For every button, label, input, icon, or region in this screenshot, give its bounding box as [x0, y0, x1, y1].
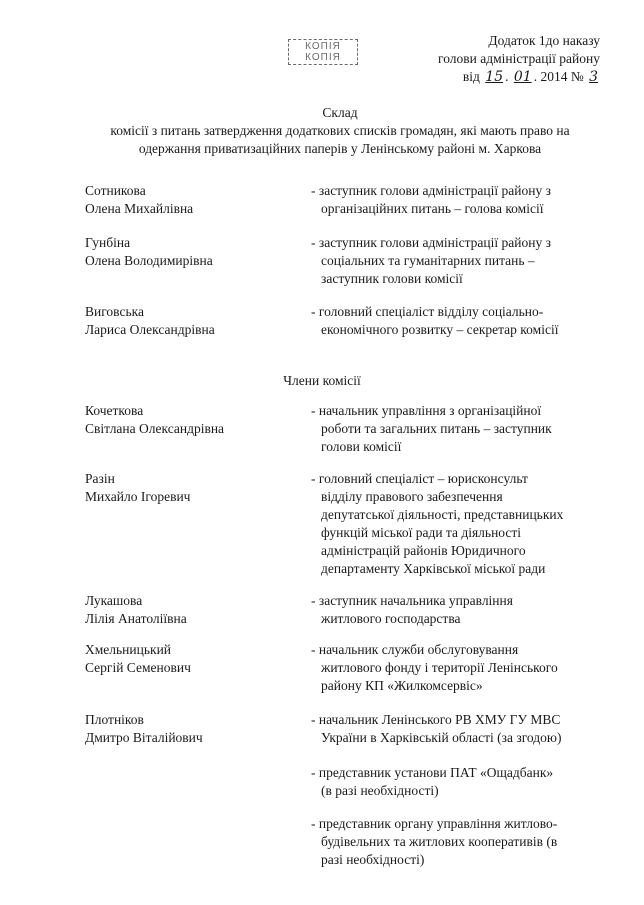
person-role: [311, 470, 611, 578]
role-line: голови комісії: [321, 439, 402, 454]
role-line: - начальник служби обслуговування: [311, 642, 519, 657]
role-line: - начальник Ленінського РВ ХМУ ГУ МВС: [311, 712, 561, 727]
surname: Виговська: [85, 304, 144, 319]
person-name: [85, 711, 305, 747]
role-line: роботи та загальних питань – заступник: [321, 421, 552, 436]
given-name: Дмитро Віталійович: [85, 730, 203, 745]
appendix-line: Додаток 1до наказу: [488, 33, 600, 48]
person-role: [311, 303, 611, 339]
given-name: Сергій Семенович: [85, 660, 191, 675]
title-line: комісії з питань затвердження додаткових списків громадян, які мають право на: [110, 123, 570, 138]
role-line: - головний спеціаліст – юрисконсульт: [311, 471, 528, 486]
role-line: функцій міської ради та діяльності: [321, 525, 522, 540]
role-line: - заступник начальника управління: [311, 593, 513, 608]
document-title: [60, 104, 620, 158]
role-line: адміністрацій районів Юридичного: [321, 543, 526, 558]
given-name: Олена Михайлівна: [85, 201, 194, 216]
appendix-line: голови адміністрації району: [438, 51, 600, 66]
role-line: депутатської діяльності, представницьких: [321, 507, 564, 522]
date-year: . 2014 №: [533, 69, 584, 84]
role-line: будівельних та житлових кооперативів (в: [321, 834, 558, 849]
surname: Лукашова: [85, 593, 143, 608]
role-line: - заступник голови адміністрації району з: [311, 183, 551, 198]
surname: Гунбіна: [85, 235, 131, 250]
title-line: одержання приватизаційних паперів у Ленінському районі м. Харкова: [138, 141, 542, 156]
given-name: Світлана Олександрівна: [85, 421, 225, 436]
role-line: заступник голови комісії: [321, 271, 463, 286]
surname: Кочеткова: [85, 403, 144, 418]
appendix-header: [400, 32, 600, 86]
person-role: [311, 711, 611, 747]
surname: Сотникова: [85, 183, 146, 198]
role-line: відділу правового забезпечення: [321, 489, 503, 504]
person-role: [311, 592, 611, 628]
person-role: [311, 815, 611, 869]
role-line: України в Харківській області (за згодою): [321, 730, 562, 745]
person-name: [85, 470, 305, 506]
date-month: 01: [513, 69, 532, 85]
appendix-date-line: від 15 . 01 . 2014 № 3: [462, 69, 598, 85]
given-name: Михайло Ігоревич: [85, 489, 191, 504]
role-line: житлового фонду і території Ленінського: [321, 660, 558, 675]
surname: Плотніков: [85, 712, 144, 727]
role-line: соціальних та гуманітарних питань –: [321, 253, 535, 268]
date-day: 15: [485, 69, 504, 85]
person-role: [311, 641, 611, 695]
person-name: [85, 303, 305, 339]
date-prefix: від: [462, 69, 480, 84]
person-name: [85, 182, 305, 218]
role-line: організаційних питань – голова комісії: [321, 201, 544, 216]
person-role: [311, 764, 611, 800]
role-line: - начальник управління з організаційної: [311, 403, 542, 418]
role-line: району КП «Жилкомсервіс»: [321, 678, 483, 693]
title-heading: Склад: [322, 105, 358, 120]
role-line: департаменту Харківської міської ради: [321, 561, 546, 576]
role-line: (в разі необхідності): [321, 783, 439, 798]
copy-stamp: [288, 39, 358, 65]
person-role: [311, 182, 611, 218]
surname: Хмельницький: [85, 642, 172, 657]
given-name: Олена Володимирівна: [85, 253, 213, 268]
surname: Разін: [85, 471, 115, 486]
person-name: [85, 234, 305, 270]
role-line: - представник установи ПАТ «Ощадбанк»: [311, 765, 554, 780]
role-line: - представник органу управління житлово-: [311, 816, 558, 831]
person-role: [311, 234, 611, 288]
role-line: разі необхідності): [321, 852, 425, 867]
members-heading: Члени комісії: [283, 373, 361, 388]
stamp-line: КОПІЯ: [305, 52, 341, 63]
role-line: економічного розвитку – секретар комісії: [321, 322, 559, 337]
order-number: 3: [589, 69, 598, 85]
role-line: - головний спеціаліст відділу соціально-: [311, 304, 544, 319]
role-line: - заступник голови адміністрації району з: [311, 235, 551, 250]
person-name: [85, 641, 305, 677]
given-name: Лілія Анатоліївна: [85, 611, 187, 626]
role-line: житлового господарства: [321, 611, 461, 626]
stamp-line: КОПІЯ: [305, 41, 341, 52]
person-role: [311, 402, 611, 456]
given-name: Лариса Олександрівна: [85, 322, 215, 337]
person-name: [85, 402, 305, 438]
person-name: [85, 592, 305, 628]
